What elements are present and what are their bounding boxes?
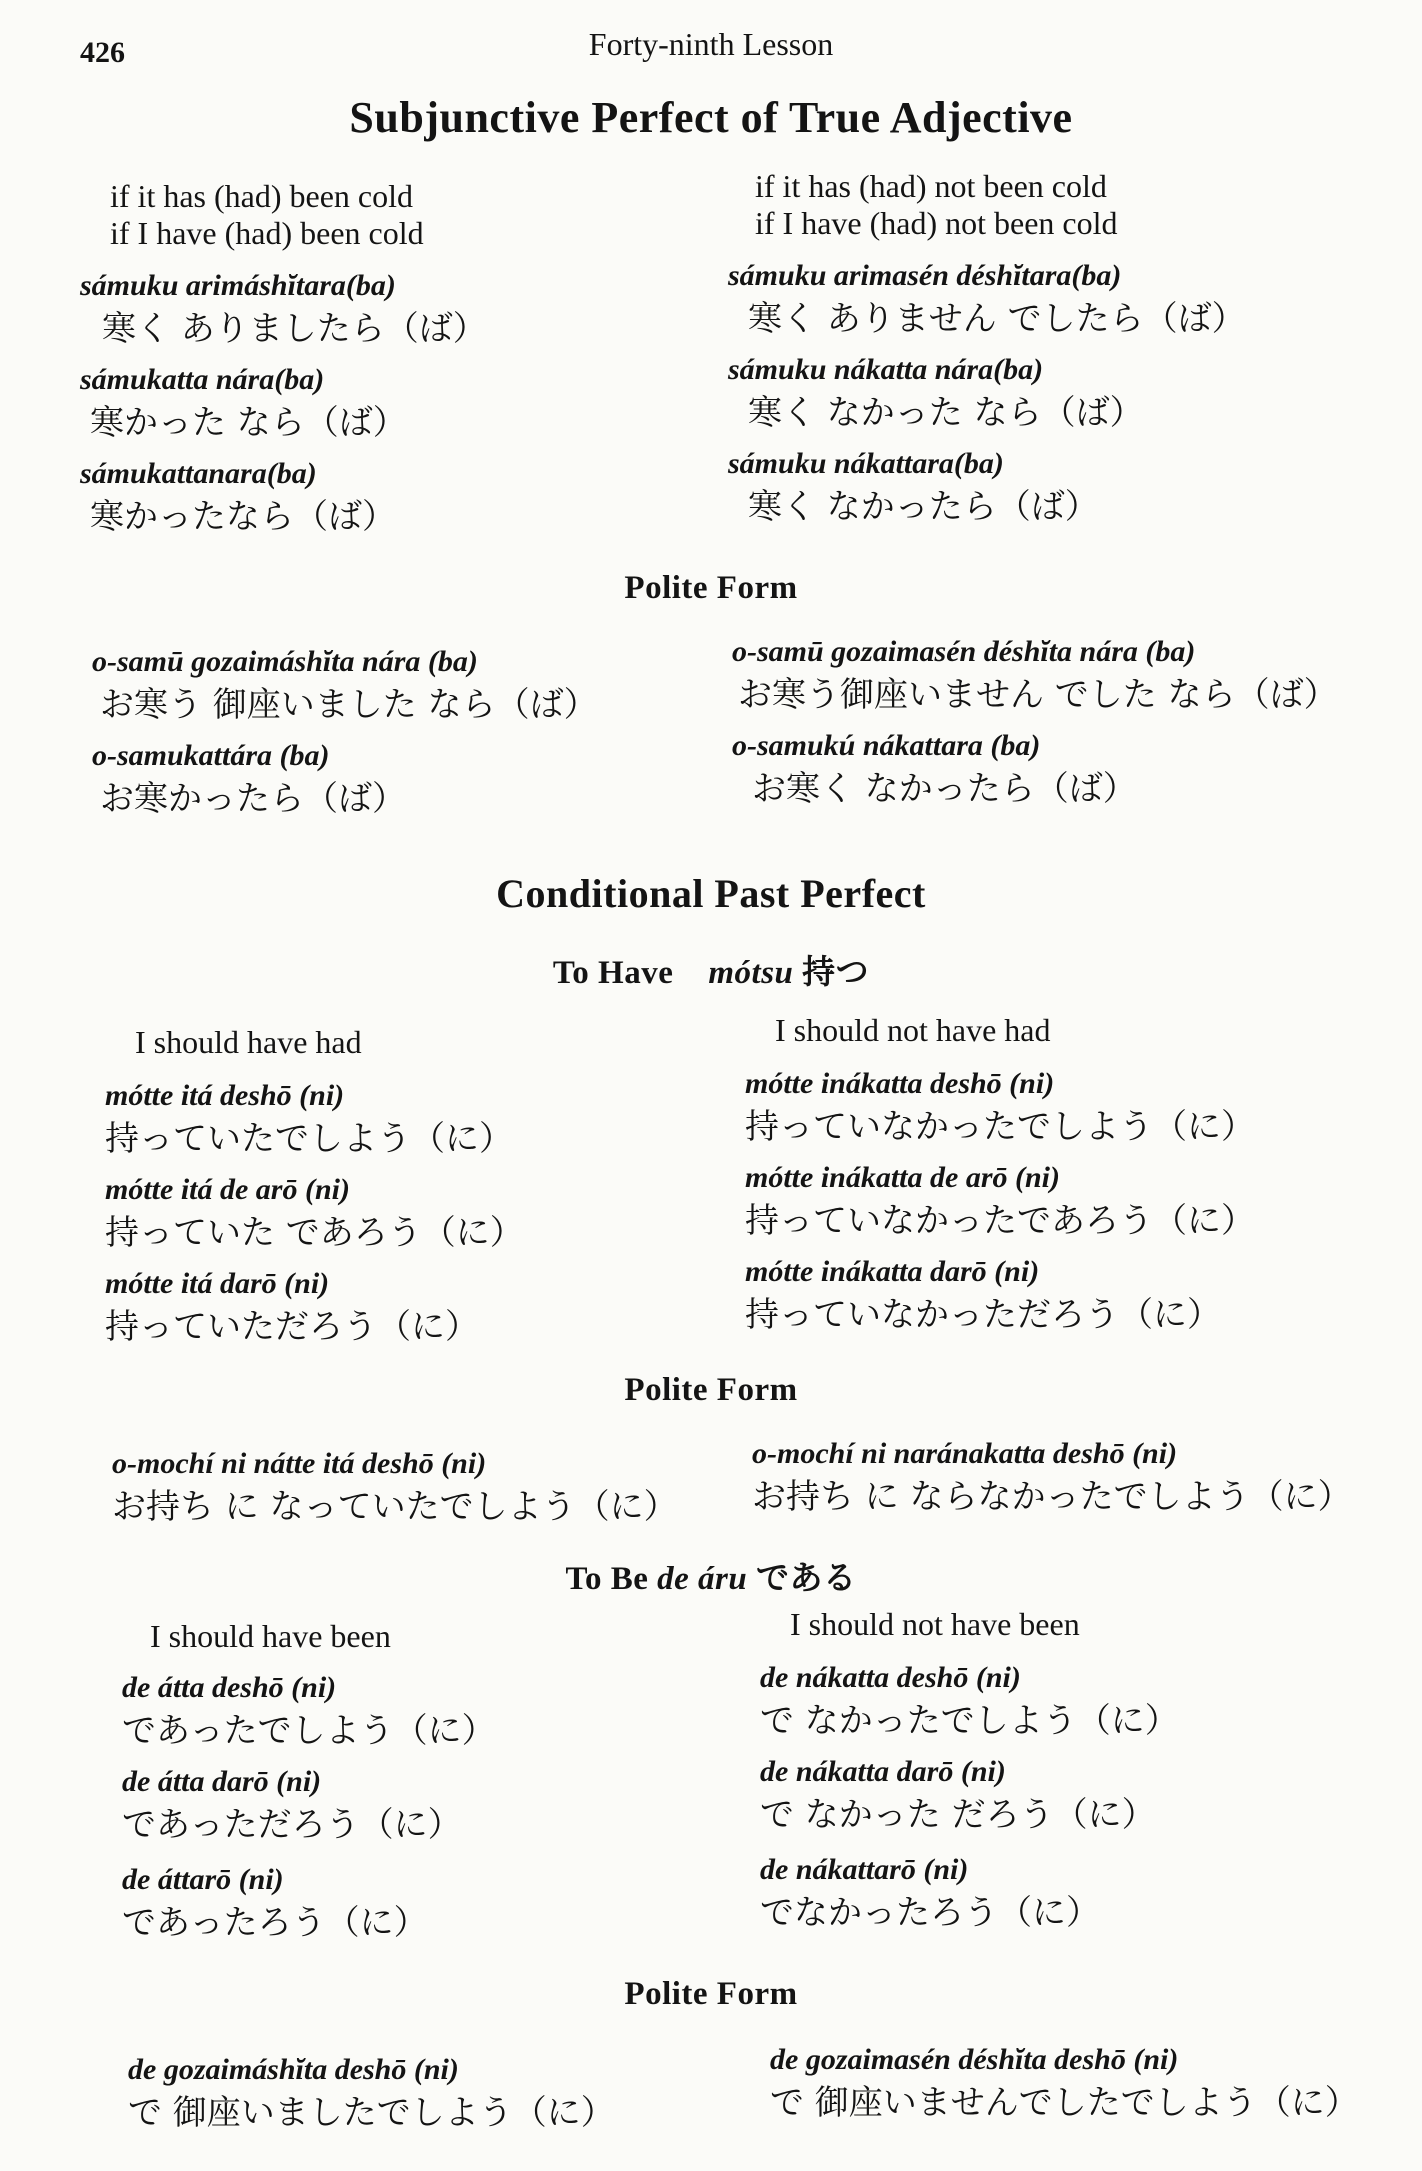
subheading-romaji: mótsu [708,955,794,991]
subheading-japanese: 持つ [802,952,870,991]
s3-right-gloss [790,1606,1422,1643]
romaji: sámuku nákatta nára(ba) [728,353,1044,386]
japanese: お持ち に なっていたでしよう（に） [112,1487,678,1527]
subheading-label: To Have [552,955,674,991]
japanese: であったでしよう（に） [122,1711,496,1751]
romaji: sámuku nákattara(ba) [728,447,1004,480]
japanese: で 御座いませんでしたでしよう（に） [770,2083,1359,2123]
gloss-line: I should not have been [790,1606,1080,1642]
gloss-line: I should have been [150,1618,391,1654]
entry [728,350,1378,436]
subheading-japanese: である [755,1558,857,1597]
entry [732,632,1412,718]
entry [770,2040,1420,2126]
japanese: 持っていなかったであろう（に） [745,1201,1255,1241]
section-title-subjunctive: Subjunctive Perfect of True Adjective [349,93,1073,142]
japanese: であっただろう（に） [122,1805,462,1845]
subheading-romaji: de áru [657,1561,748,1597]
subheading-to-be [0,1552,1422,1599]
entry [105,1076,755,1162]
entry [122,1762,772,1848]
japanese: 寒く なかったら（ば） [748,487,1099,527]
japanese: お寒かったら（ば） [100,779,406,819]
entry [732,726,1412,812]
entry [80,454,730,540]
japanese: 持っていたでしよう（に） [105,1119,513,1159]
entry [80,266,730,352]
gloss-line: I should have had [135,1024,362,1060]
entry [105,1264,755,1350]
japanese: 寒く ありません でしたら（ば） [748,299,1246,339]
romaji: mótte itá de arō (ni) [105,1173,350,1206]
gloss-line: if I have (had) not been cold [755,205,1118,241]
entry [760,1752,1410,1838]
romaji: de átta deshō (ni) [122,1671,337,1704]
romaji: o-samū gozaimasén déshĭta nára (ba) [732,635,1196,668]
romaji: mótte inákatta deshō (ni) [745,1067,1055,1100]
romaji: mótte inákatta darō (ni) [745,1255,1040,1288]
p3-right-entries [770,2040,1420,2134]
s3-right-entries [760,1658,1410,1944]
p2-left-entries [112,1444,762,1538]
s3-left-gloss [150,1618,800,1655]
entry [92,736,742,822]
romaji: de átta darō (ni) [122,1765,322,1798]
romaji: de áttarō (ni) [122,1863,284,1896]
japanese: であったろう（に） [122,1903,428,1943]
entry [745,1252,1395,1338]
gloss-line: if I have (had) been cold [110,215,424,251]
romaji: mótte inákatta de arō (ni) [745,1161,1060,1194]
romaji: o-samukattára (ba) [92,739,330,772]
japanese: お寒う 御座いました なら（ば） [100,685,598,725]
japanese: 持っていただろう（に） [105,1307,479,1347]
subheading-label: To Be [565,1561,649,1597]
japanese: で なかった だろう（に） [760,1795,1156,1835]
entry [122,1668,772,1754]
page-number: 426 [80,36,125,69]
romaji: mótte itá deshō (ni) [105,1079,345,1112]
romaji: o-mochí ni nátte itá deshō (ni) [112,1447,487,1480]
romaji: mótte itá darō (ni) [105,1267,330,1300]
entry [105,1170,755,1256]
section-title-conditional: Conditional Past Perfect [496,871,926,916]
entry [112,1444,762,1530]
romaji: sámukattanara(ba) [80,457,317,490]
japanese: 持っていなかっただろう（に） [745,1295,1221,1335]
romaji: sámuku arimasén déshĭtara(ba) [728,259,1122,292]
subheading-to-have [0,946,1422,993]
japanese: で なかったでしよう（に） [760,1701,1179,1741]
romaji: de gozaimáshĭta deshō (ni) [128,2053,459,2086]
gloss-line: if it has (had) been cold [110,178,413,214]
entry [760,1850,1410,1936]
romaji: o-mochí ni naránakatta deshō (ni) [752,1437,1178,1470]
p1-left-entries [92,642,742,830]
s3-left-entries [122,1668,772,1954]
p2-right-entries [752,1434,1402,1528]
romaji: de nákatta deshō (ni) [760,1661,1021,1694]
entry [728,256,1378,342]
entry [122,1860,772,1946]
japanese: 持っていた であろう（に） [105,1213,524,1253]
entry [745,1064,1395,1150]
polite-form-heading: Polite Form [624,570,798,606]
japanese: 寒く ありましたら（ば） [102,309,487,349]
entry [728,444,1378,530]
japanese: お寒く なかったら（ば） [752,769,1137,809]
japanese: 持っていなかったでしよう（に） [745,1107,1255,1147]
japanese: お寒う御座いません でした なら（ば） [738,675,1338,715]
japanese: 寒かった なら（ば） [90,403,407,443]
s1-left-entries [80,266,730,548]
s1-right-column [755,168,1405,242]
romaji: sámuku arimáshĭtara(ba) [80,269,396,302]
gloss-line: if it has (had) not been cold [755,168,1107,204]
romaji: o-samukú nákattara (ba) [732,729,1041,762]
s2-right-entries [745,1064,1395,1346]
romaji: de nákattarō (ni) [760,1853,969,1886]
romaji: de nákatta darō (ni) [760,1755,1006,1788]
romaji: o-samū gozaimáshĭta nára (ba) [92,645,478,678]
p1-right-entries [732,632,1412,820]
entry [752,1434,1402,1520]
running-head: Forty-ninth Lesson [588,26,834,62]
polite-form-heading: Polite Form [624,1372,798,1408]
romaji: sámukatta nára(ba) [80,363,325,396]
romaji: de gozaimasén déshĭta deshō (ni) [770,2043,1179,2076]
japanese: でなかったろう（に） [760,1893,1100,1933]
entry [128,2050,778,2136]
gloss-line: I should not have had [775,1012,1051,1048]
s2-left-entries [105,1076,755,1358]
entry [92,642,742,728]
japanese: お持ち に ならなかったでしよう（に） [752,1477,1352,1517]
s2-left-gloss [135,1024,785,1061]
entry [760,1658,1410,1744]
entry [745,1158,1395,1244]
p3-left-entries [128,2050,778,2144]
japanese: 寒かったなら（ば） [90,497,396,537]
entry [80,360,730,446]
s2-right-gloss [775,1012,1422,1049]
japanese: で 御座いましたでしよう（に） [128,2093,615,2133]
japanese: 寒く なかった なら（ば） [748,393,1144,433]
s1-left-column [110,178,760,252]
s1-right-entries [728,256,1378,538]
polite-form-heading: Polite Form [624,1976,798,2012]
